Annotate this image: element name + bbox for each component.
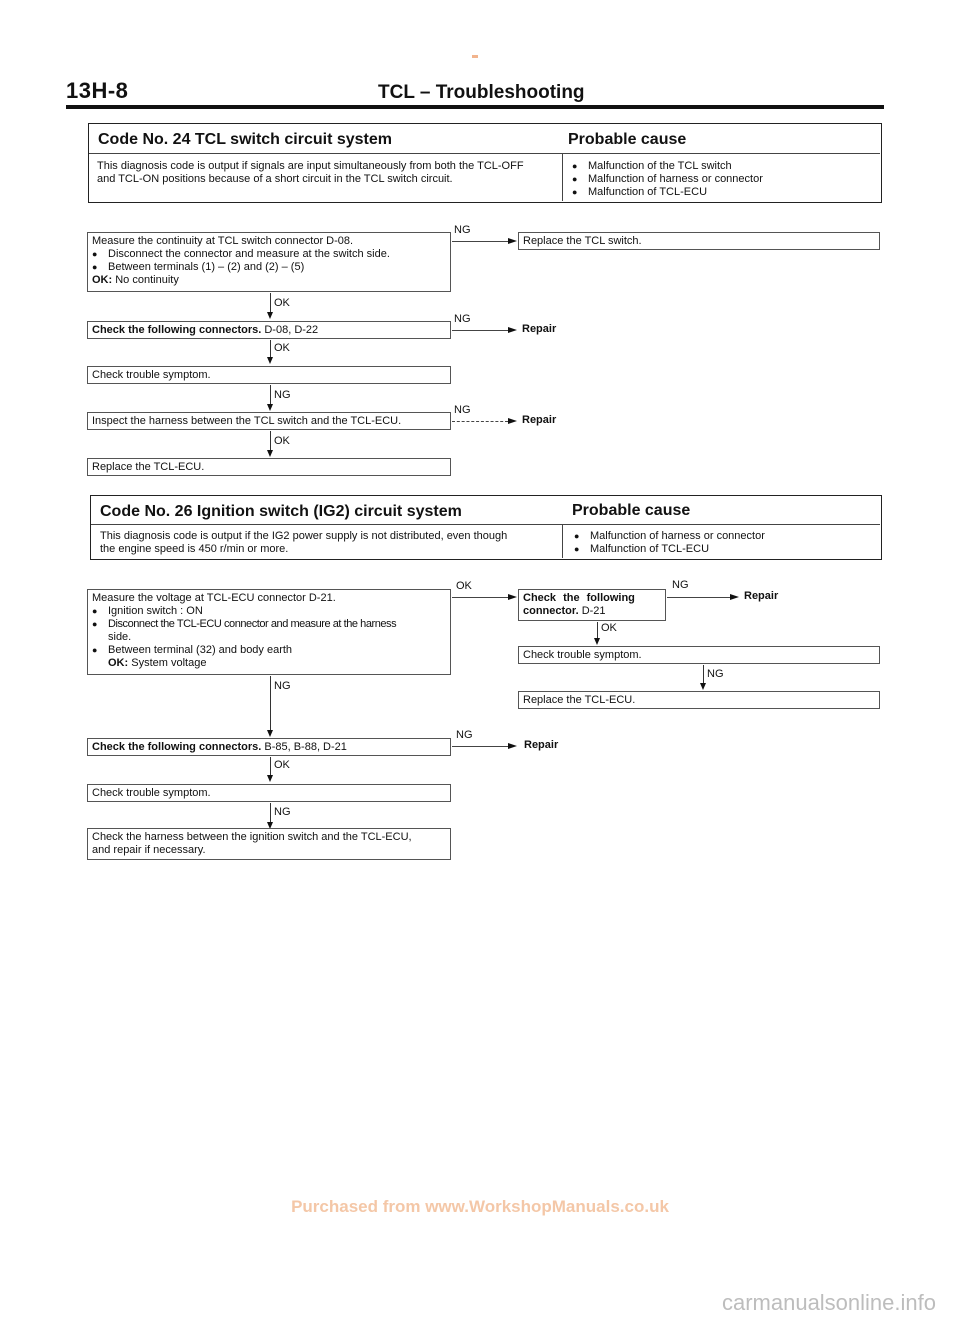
c24-ok-2: OK bbox=[274, 342, 290, 354]
c24-step1-box bbox=[87, 232, 451, 292]
code24-title: Code No. 24 TCL switch circuit system bbox=[98, 131, 393, 148]
watermark-text: carmanualsonline.info bbox=[721, 1290, 936, 1315]
c26-left-step1-ng-line bbox=[452, 746, 508, 747]
c26-left-step1-bold: Check the following connectors. bbox=[92, 741, 262, 753]
c24-arrow-3 bbox=[267, 404, 273, 411]
c24-step4-repair: Repair bbox=[522, 414, 557, 426]
c24-ok-4: OK bbox=[274, 435, 290, 447]
c26-left-step3-line2: and repair if necessary. bbox=[92, 844, 206, 856]
c24-step2-bold: Check the following connectors. bbox=[92, 324, 262, 336]
c26-left-step1-ng: NG bbox=[456, 729, 473, 741]
c24-connector-4 bbox=[270, 431, 271, 451]
c26-right-step2-text: Check trouble symptom. bbox=[523, 649, 642, 661]
c26-left-ng: NG bbox=[274, 806, 291, 818]
c26-measure-ok-label: OK: bbox=[108, 657, 129, 669]
c26-right-step1-bold2: connector. bbox=[523, 605, 579, 617]
c24-step2-box bbox=[87, 321, 451, 339]
code26-cause: ● Malfunction of harness or connector bbox=[574, 530, 765, 543]
c24-step5-text: Replace the TCL-ECU. bbox=[92, 461, 205, 473]
c24-connector-3 bbox=[270, 385, 271, 405]
c24-step1-ng-line bbox=[452, 241, 508, 242]
c26-measure-box bbox=[87, 589, 451, 675]
code26-title: Code No. 26 Ignition switch (IG2) circuit system bbox=[100, 503, 462, 520]
c26-measure-bullet bbox=[92, 618, 446, 644]
c26-right-step2-box bbox=[518, 646, 880, 664]
c26-left-connector-3 bbox=[270, 803, 271, 823]
page-title: TCL – Troubleshooting bbox=[378, 82, 585, 103]
c26-left-step3-box bbox=[87, 828, 451, 860]
c26-right-step1-box bbox=[518, 589, 666, 621]
c26-measure-ok: OK bbox=[456, 580, 472, 592]
c26-right-step1-rest: D-21 bbox=[581, 605, 606, 617]
code24-column-divider bbox=[562, 154, 563, 201]
purchase-link[interactable]: Purchased from www.WorkshopManuals.co.uk bbox=[291, 1197, 669, 1216]
c24-replace-switch-text: Replace the TCL switch. bbox=[523, 235, 642, 247]
c24-step3-box bbox=[87, 366, 451, 384]
c26-right-ng: NG bbox=[707, 668, 724, 680]
code24-description-line1: This diagnosis code is output if signals are input simultaneously from both the TCL-OFF bbox=[97, 160, 524, 172]
c26-right-ok: OK bbox=[601, 622, 617, 634]
c26-left-step2-text: Check trouble symptom. bbox=[92, 787, 211, 799]
code26-description bbox=[100, 530, 560, 556]
c26-left-step1-box bbox=[87, 738, 451, 756]
code24-divider bbox=[89, 153, 880, 154]
c26-left-step1-repair: Repair bbox=[524, 739, 559, 751]
c26-left-ok: OK bbox=[274, 759, 290, 771]
c24-step2-ng-arrow bbox=[508, 327, 517, 333]
c26-right-arrow-1 bbox=[594, 638, 600, 645]
c26-measure-bullets bbox=[92, 605, 446, 657]
c24-arrow-4 bbox=[267, 450, 273, 457]
code26-cause: ● Malfunction of TCL-ECU bbox=[574, 543, 765, 556]
c26-measure-ng: NG bbox=[274, 680, 291, 692]
c24-connector-2 bbox=[270, 340, 271, 358]
c24-step4-ng-arrow bbox=[508, 418, 517, 424]
c24-step1-ok-label: OK: bbox=[92, 274, 113, 286]
c24-replace-switch-box bbox=[518, 232, 880, 250]
c26-left-arrow-2 bbox=[267, 775, 273, 782]
c26-right-step3-text: Replace the TCL-ECU. bbox=[523, 694, 636, 706]
code26-probable-cause-title: Probable cause bbox=[572, 502, 691, 519]
c24-step4-ng: NG bbox=[454, 404, 471, 416]
c24-step4-text: Inspect the harness between the TCL switch and the TCL-ECU. bbox=[92, 415, 402, 427]
c24-step1-bullet: ● Between terminals (1) – (2) and (2) – (5) bbox=[92, 261, 446, 274]
c24-arrow-2 bbox=[267, 357, 273, 364]
c24-step4-box bbox=[87, 412, 451, 430]
code24-description-line2: and TCL-ON positions because of a short circuit in the TCL switch circuit. bbox=[97, 173, 453, 185]
c26-measure-text: Measure the voltage at TCL-ECU connector D-21. bbox=[92, 592, 336, 604]
scan-mark bbox=[472, 55, 478, 58]
page-number: 13H-8 bbox=[66, 78, 129, 103]
c26-right-step1-bold1: Check the following bbox=[523, 592, 635, 604]
c24-connector-1 bbox=[270, 293, 271, 313]
c26-right-connector-2 bbox=[703, 665, 704, 684]
c26-measure-bullet: ● Ignition switch : ON bbox=[92, 605, 446, 618]
c24-step2-repair: Repair bbox=[522, 323, 557, 335]
c24-step1-text: Measure the continuity at TCL switch connector D-08. bbox=[92, 235, 354, 247]
header-rule bbox=[66, 105, 884, 109]
c26-measure-bullet2b: side. bbox=[108, 631, 132, 643]
c26-left-connector-1 bbox=[270, 676, 271, 731]
c24-step1-bullet: ● Disconnect the connector and measure at the switch side. bbox=[92, 248, 446, 261]
code24-cause: ● Malfunction of harness or connector bbox=[572, 173, 763, 186]
c26-right-step1-ng: NG bbox=[672, 579, 689, 591]
c24-step5-box bbox=[87, 458, 451, 476]
c26-right-step1-ng-arrow bbox=[730, 594, 739, 600]
c26-left-arrow-1 bbox=[267, 730, 273, 737]
c26-left-connector-2 bbox=[270, 757, 271, 776]
c24-step3-text: Check trouble symptom. bbox=[92, 369, 211, 381]
c26-left-step2-box bbox=[87, 784, 451, 802]
c26-left-step1-rest: B-85, B-88, D-21 bbox=[264, 741, 347, 753]
c26-measure-bullet2a: ● Disconnect the TCL-ECU connector and measure at the harness bbox=[108, 618, 397, 630]
code24-cause: ● Malfunction of the TCL switch bbox=[572, 160, 763, 173]
c24-step2-ng-line bbox=[452, 330, 508, 331]
code24-cause: ● Malfunction of TCL-ECU bbox=[572, 186, 763, 199]
c24-step1-ng: NG bbox=[454, 224, 471, 236]
c26-right-step3-box bbox=[518, 691, 880, 709]
c24-step4-ng-line bbox=[452, 421, 508, 422]
c26-right-step1-repair: Repair bbox=[744, 590, 779, 602]
c24-ok-1: OK bbox=[274, 297, 290, 309]
c24-step2-ng: NG bbox=[454, 313, 471, 325]
code26-causes bbox=[574, 530, 765, 556]
c26-left-step1-ng-arrow bbox=[508, 743, 517, 749]
c24-step1-bullets bbox=[92, 248, 446, 274]
c26-left-step3-line1: Check the harness between the ignition switch and the TCL-ECU, bbox=[92, 831, 412, 843]
c24-step1-ng-arrow bbox=[508, 238, 517, 244]
code24-probable-cause-title: Probable cause bbox=[568, 131, 687, 148]
code24-causes bbox=[572, 160, 763, 199]
code26-description-line1: This diagnosis code is output if the IG2 power supply is not distributed, even though bbox=[100, 530, 508, 542]
c24-arrow-1 bbox=[267, 312, 273, 319]
c26-measure-ok-line bbox=[452, 597, 508, 598]
c26-measure-bullet: ● Between terminal (32) and body earth bbox=[92, 644, 446, 657]
c26-right-step1-ng-line bbox=[667, 597, 730, 598]
c26-right-arrow-2 bbox=[700, 683, 706, 690]
c24-ng-3: NG bbox=[274, 389, 291, 401]
c24-step1-ok-text: No continuity bbox=[115, 274, 179, 286]
c26-measure-ok-text: System voltage bbox=[131, 657, 207, 669]
code26-divider bbox=[91, 524, 880, 525]
code26-column-divider bbox=[562, 525, 563, 558]
code26-description-line2: the engine speed is 450 r/min or more. bbox=[100, 543, 289, 555]
c26-right-connector-1 bbox=[597, 622, 598, 639]
c26-measure-ok-arrow bbox=[508, 594, 517, 600]
c24-step2-rest: D-08, D-22 bbox=[264, 324, 319, 336]
code24-description bbox=[97, 160, 559, 186]
